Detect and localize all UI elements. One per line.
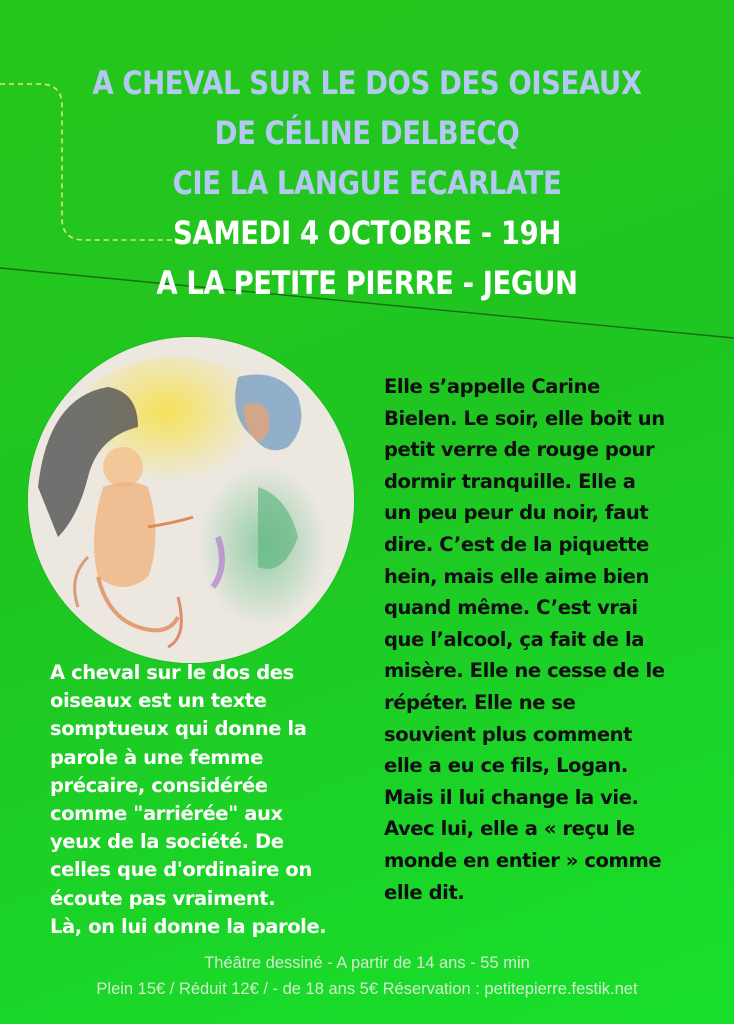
right-text-line: misère. Elle ne cesse de le bbox=[384, 659, 665, 683]
synopsis-right bbox=[384, 371, 714, 908]
right-text-line: petit verre de rouge pour bbox=[384, 438, 655, 462]
left-text-line: parole à une femme bbox=[50, 745, 263, 769]
left-text-line: oiseaux est un texte bbox=[50, 689, 267, 713]
date-line: SAMEDI 4 OCTOBRE - 19H bbox=[173, 214, 561, 252]
left-text-line: somptueux qui donne la bbox=[50, 717, 307, 741]
show-details: Théâtre dessiné - A partir de 14 ans - 55 min bbox=[204, 954, 530, 972]
right-text-line: Bielen. Le soir, elle boit un bbox=[384, 406, 665, 430]
right-text-line: monde en entier » comme bbox=[384, 848, 662, 872]
author-line: DE CÉLINE DELBECQ bbox=[214, 114, 520, 152]
footer-info bbox=[0, 950, 734, 1002]
right-text-line: Mais il lui change la vie. bbox=[384, 785, 639, 809]
right-text-line: elle a eu ce fils, Logan. bbox=[384, 754, 628, 778]
left-text-line: écoute pas vraiment. bbox=[50, 886, 276, 910]
venue-line: A LA PETITE PIERRE - JEGUN bbox=[156, 264, 578, 302]
mother-child-icon bbox=[28, 337, 354, 663]
show-title: A CHEVAL SUR LE DOS DES OISEAUX bbox=[92, 64, 642, 102]
right-text-line: hein, mais elle aime bien bbox=[384, 564, 649, 588]
company-line: CIE LA LANGUE ECARLATE bbox=[172, 164, 562, 202]
left-text-line: A cheval sur le dos des bbox=[50, 661, 294, 684]
right-text-line: dire. C’est de la piquette bbox=[384, 532, 649, 556]
title-block bbox=[0, 58, 734, 308]
pricing-reservation: Plein 15€ / Réduit 12€ / - de 18 ans 5€ Réservation : petitepierre.festik.net bbox=[96, 980, 638, 998]
left-text-line: celles que d'ordinaire on bbox=[50, 858, 312, 882]
synopsis-left bbox=[50, 659, 380, 941]
right-text-line: un peu peur du noir, faut bbox=[384, 501, 649, 525]
left-text-line: Là, on lui donne la parole. bbox=[50, 914, 327, 938]
right-text-line: dormir tranquille. Elle a bbox=[384, 469, 636, 493]
right-text-line: Elle s’appelle Carine bbox=[384, 375, 600, 398]
left-text-line: précaire, considérée bbox=[50, 773, 268, 797]
right-text-line: répéter. Elle ne se bbox=[384, 690, 576, 714]
right-text-line: Avec lui, elle a « reçu le bbox=[384, 817, 635, 841]
left-text-line: yeux de la société. De bbox=[50, 830, 284, 854]
right-text-line: souvient plus comment bbox=[384, 722, 633, 746]
right-text-line: que l’alcool, ça fait de la bbox=[384, 627, 644, 651]
left-text-line: comme "arriérée" aux bbox=[50, 802, 283, 826]
watercolor-illustration bbox=[28, 337, 354, 663]
right-text-line: elle dit. bbox=[384, 880, 465, 904]
right-text-line: quand même. C’est vrai bbox=[384, 596, 638, 620]
